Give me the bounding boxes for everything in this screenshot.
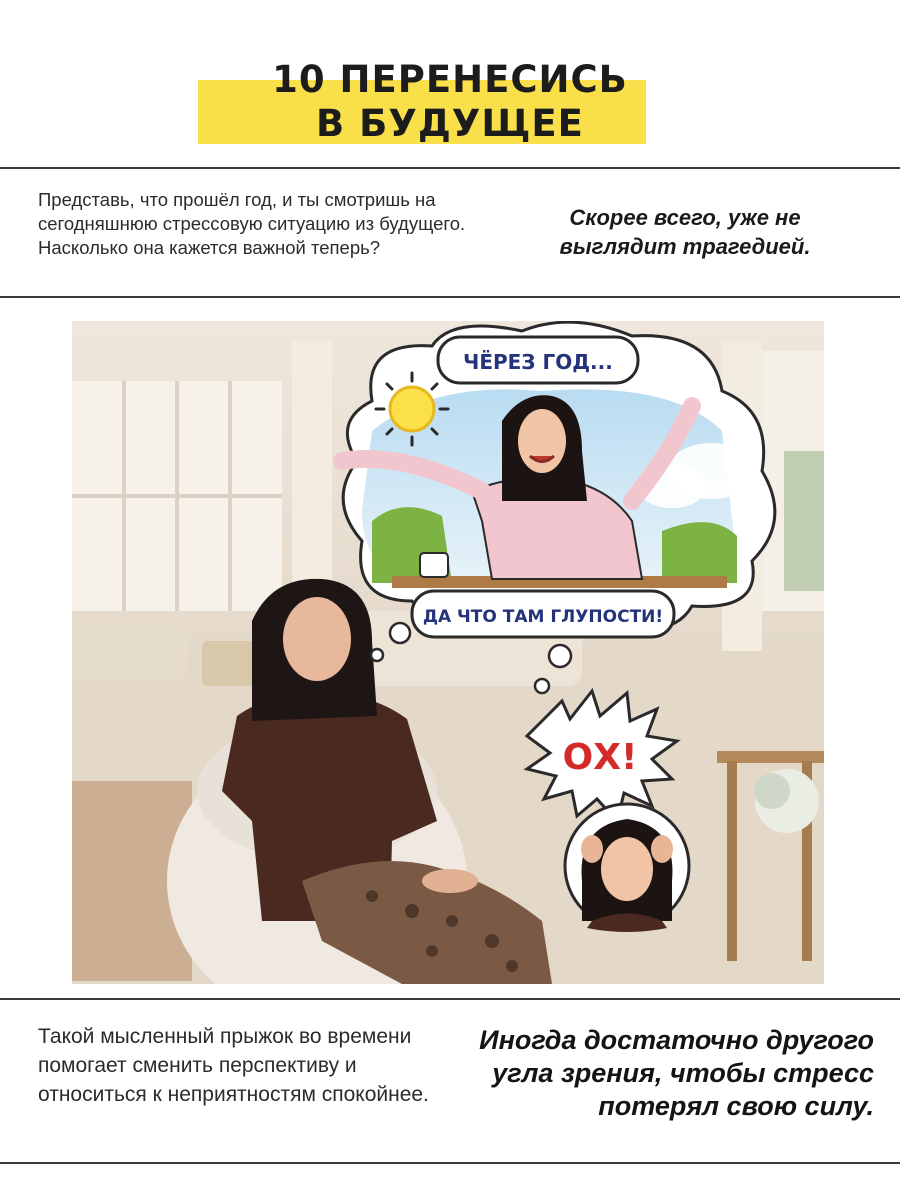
outro-paragraph: Такой мысленный прыжок во времени помогает сменить перспективу и относиться к неприятностям спокойнее.	[38, 1025, 429, 1106]
divider-bottom	[0, 1162, 900, 1164]
bubble-middle-text: ДА ЧТО ТАМ ГЛУПОСТИ!	[422, 607, 664, 627]
bubble-top-text: ЧЁРЕЗ ГОД...	[463, 350, 613, 374]
divider-top	[0, 167, 900, 169]
divider-photo	[0, 998, 900, 1000]
outro-quote: Иногда достаточно другого угла зрения, чтобы стресс потерял свою силу.	[479, 1025, 874, 1121]
sun-icon	[390, 387, 434, 431]
intro-quote: Скорее всего, уже не выглядит трагедией.	[559, 205, 811, 259]
title-line-1: 10 ПЕРЕНЕСИСЬ	[272, 58, 628, 101]
coffee-cup-icon	[420, 553, 448, 577]
title-line-2: В БУДУЩЕЕ	[316, 102, 584, 145]
intro-paragraph: Представь, что прошёл год, и ты смотришь на сегодняшнюю стрессовую ситуацию из будущего. Насколько она кажется важной теперь?	[38, 189, 466, 258]
title-block	[0, 58, 900, 153]
illustration-canvas	[72, 321, 824, 984]
illustration-photo	[72, 321, 824, 984]
page-title	[0, 58, 900, 146]
divider-intro	[0, 296, 900, 298]
burst-text: ОХ!	[562, 737, 638, 778]
